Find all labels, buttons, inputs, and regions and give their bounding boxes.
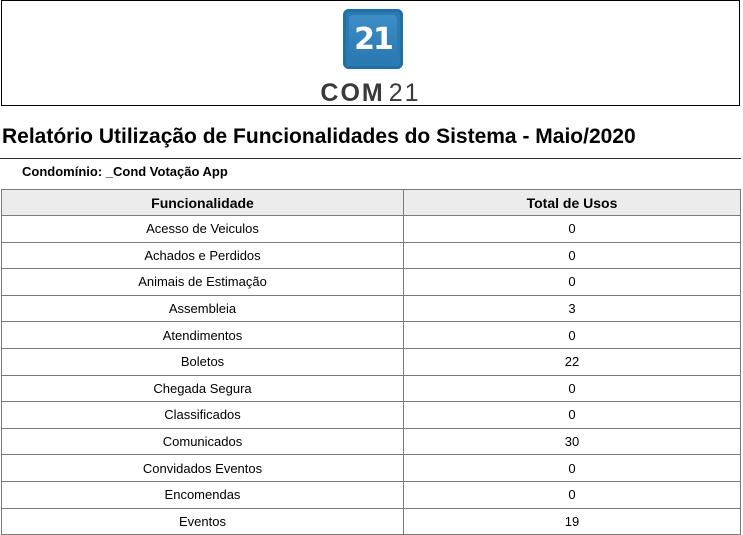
usage-count-cell: 22 xyxy=(404,348,741,375)
report-title: Relatório Utilização de Funcionalidades do Sistema - Maio/2020 xyxy=(2,125,636,148)
com21-logo-icon xyxy=(343,9,403,69)
condominium-label: Condomínio: _Cond Votação App xyxy=(22,164,228,179)
usage-count-cell: 0 xyxy=(404,216,741,243)
brand-num: 21 xyxy=(388,79,421,107)
feature-cell: Atendimentos xyxy=(2,322,404,349)
feature-cell: Classificados xyxy=(2,402,404,429)
usage-table xyxy=(1,189,741,535)
column-header-feature: Funcionalidade xyxy=(2,190,404,216)
feature-cell: Comunicados xyxy=(2,428,404,455)
table-row xyxy=(2,295,741,322)
table-row xyxy=(2,481,741,508)
table-row xyxy=(2,428,741,455)
feature-cell: Animais de Estimação xyxy=(2,269,404,296)
usage-count-cell: 0 xyxy=(404,269,741,296)
table-header-row xyxy=(2,190,741,216)
usage-count-cell: 0 xyxy=(404,322,741,349)
usage-count-cell: 0 xyxy=(404,481,741,508)
feature-cell: Achados e Perdidos xyxy=(2,242,404,269)
brand-name xyxy=(2,79,739,108)
feature-cell: Assembleia xyxy=(2,295,404,322)
table-row xyxy=(2,455,741,482)
usage-count-cell: 3 xyxy=(404,295,741,322)
feature-cell: Boletos xyxy=(2,348,404,375)
feature-cell: Acesso de Veiculos xyxy=(2,216,404,243)
usage-count-cell: 0 xyxy=(404,242,741,269)
usage-count-cell: 30 xyxy=(404,428,741,455)
usage-count-cell: 19 xyxy=(404,508,741,535)
report-header xyxy=(1,0,740,106)
table-row xyxy=(2,242,741,269)
feature-cell: Convidados Eventos xyxy=(2,455,404,482)
table-body xyxy=(2,216,741,535)
table-row xyxy=(2,348,741,375)
feature-cell: Chegada Segura xyxy=(2,375,404,402)
feature-cell: Eventos xyxy=(2,508,404,535)
column-header-total: Total de Usos xyxy=(404,190,741,216)
table-row xyxy=(2,269,741,296)
table-row xyxy=(2,375,741,402)
table-row xyxy=(2,216,741,243)
title-divider xyxy=(0,158,741,159)
usage-count-cell: 0 xyxy=(404,402,741,429)
brand-com: COM xyxy=(320,79,385,107)
feature-cell: Encomendas xyxy=(2,481,404,508)
logo-tile-number: 21 xyxy=(354,21,392,57)
usage-count-cell: 0 xyxy=(404,455,741,482)
table-row xyxy=(2,508,741,535)
usage-count-cell: 0 xyxy=(404,375,741,402)
table-row xyxy=(2,322,741,349)
table-row xyxy=(2,402,741,429)
